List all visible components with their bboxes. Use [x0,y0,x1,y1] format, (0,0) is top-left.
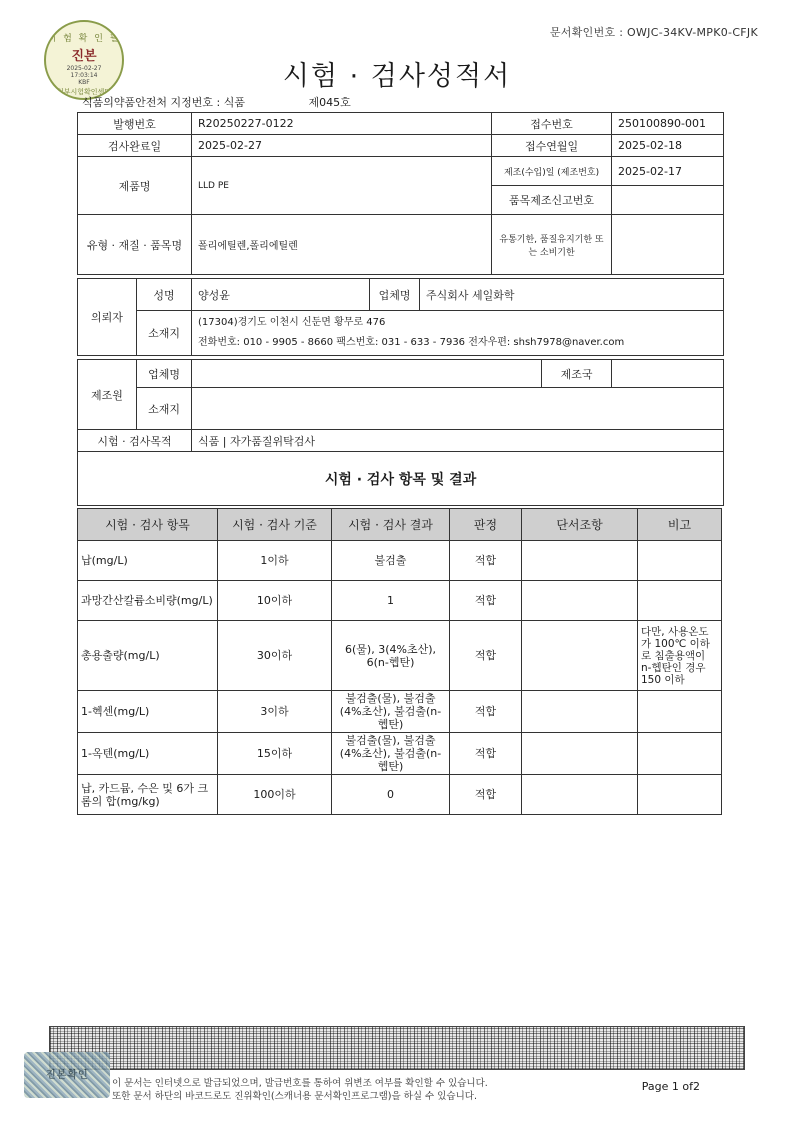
client-contact-value: 전화번호: 010 - 9905 - 8660 팩스번호: 031 - 633 - 7936 전자우편: shsh7978@naver.com [198,337,625,348]
issue-no-label: 발행번호 [78,113,192,135]
result-note [638,541,722,581]
info-table [77,112,724,506]
receipt-date-label: 접수연월일 [492,135,612,157]
results-header-item: 시험 · 검사 항목 [78,509,218,541]
results-header-note: 비고 [638,509,722,541]
result-clause [522,733,638,775]
hologram-seal [24,1052,110,1098]
seal-top-text: 시 험 확 인 필 [47,34,121,44]
result-item: 총용출량(mg/L) [78,621,218,691]
report-no-value [612,186,724,215]
result-judgment: 적합 [450,733,522,775]
result-value: 불검출 [332,541,450,581]
result-value: 불검출(물), 불검출(4%초산), 불검출(n-헵탄) [332,691,450,733]
result-note [638,691,722,733]
maker-country-value [612,360,724,388]
result-judgment: 적합 [450,541,522,581]
result-judgment: 적합 [450,775,522,815]
purpose-label: 시험 · 검사목적 [78,430,192,452]
results-section-title: 시험 · 검사 항목 및 결과 [78,452,724,506]
maker-address-label: 소재지 [137,388,192,430]
result-item: 과망간산칼륨소비량(mg/L) [78,581,218,621]
table-row [78,581,722,621]
hologram-text: 진본확인 [46,1070,89,1081]
result-value: 6(물), 3(4%초산), 6(n-헵탄) [332,621,450,691]
purpose-value: 식품 | 자가품질위탁검사 [192,430,724,452]
result-judgment: 적합 [450,691,522,733]
result-value: 1 [332,581,450,621]
receipt-no-value: 250100890-001 [612,113,724,135]
results-header-judgment: 판정 [450,509,522,541]
product-label: 제품명 [78,157,192,215]
receipt-date-value: 2025-02-18 [612,135,724,157]
result-clause [522,581,638,621]
complete-date-value: 2025-02-27 [192,135,492,157]
client-name-label: 성명 [137,279,192,311]
result-standard: 100이하 [218,775,332,815]
footer-notice-line-1: 이 문서는 인터넷으로 발급되었으며, 발급번호를 통하여 위변조 여부를 확인할 수 있습니다. [112,1078,488,1089]
result-item: 납, 카드뮴, 수은 및 6가 크롬의 합(mg/kg) [78,775,218,815]
result-item: 1-헥센(mg/L) [78,691,218,733]
seal-bottom-text: 청부시험확인센터 [56,88,112,96]
mfg-date-label: 제조(수입)일 (제조번호) [492,157,612,186]
result-note [638,775,722,815]
maker-label: 제조원 [78,360,137,430]
expiry-value [612,215,724,275]
designation-number: 제045호 [308,96,351,109]
table-row [78,775,722,815]
result-standard: 30이하 [218,621,332,691]
client-company-value: 주식회사 세일화학 [420,279,724,311]
table-row [78,691,722,733]
table-row [78,621,722,691]
client-address-label: 소재지 [137,311,192,356]
maker-address-value [192,388,724,430]
seal-time: 17:03:14 [70,72,98,79]
result-judgment: 적합 [450,621,522,691]
result-note [638,581,722,621]
expiry-label: 유통기한, 품질유지기한 또는 소비기한 [492,215,612,275]
receipt-no-label: 접수번호 [492,113,612,135]
document-confirm-number: 문서확인번호 : OWJC-34KV-MPK0-CFJK [549,26,758,39]
results-header-standard: 시험 · 검사 기준 [218,509,332,541]
result-judgment: 적합 [450,581,522,621]
type-value: 폴리에틸렌,폴리에틸렌 [192,215,492,275]
seal-main-text: 진본 [71,49,97,64]
complete-date-label: 검사완료일 [78,135,192,157]
result-standard: 15이하 [218,733,332,775]
seal-date: 2025-02-27 [66,65,102,72]
result-clause [522,775,638,815]
designation-label: 식품의약품안전처 지정번호 : 식품 [82,96,245,109]
page-number: Page 1 of2 [641,1080,700,1093]
designation-line [82,94,351,110]
result-value: 불검출(물), 불검출(4%초산), 불검출(n-헵탄) [332,733,450,775]
client-address-value: (17304)경기도 이천시 신둔면 황무로 476 [198,317,386,328]
result-note [638,733,722,775]
client-name-value: 양성윤 [192,279,370,311]
client-label: 의뢰자 [78,279,137,356]
result-item: 납(mg/L) [78,541,218,581]
maker-country-label: 제조국 [542,360,612,388]
table-row [78,733,722,775]
page-title: 시험 · 검사성적서 [282,61,512,92]
results-header-clause: 단서조항 [522,509,638,541]
maker-company-value [192,360,542,388]
result-clause [522,691,638,733]
report-no-label: 품목제조신고번호 [492,186,612,215]
client-company-label: 업체명 [370,279,420,311]
result-standard: 10이하 [218,581,332,621]
result-clause [522,541,638,581]
result-standard: 1이하 [218,541,332,581]
seal-id: KBF [78,79,90,86]
footer-notice-line-2: 또한 문서 하단의 바코드로도 진위확인(스캐너용 문서확인프로그램)을 하실 수 있습니다. [112,1091,477,1102]
result-note: 다만, 사용온도가 100℃ 이하로 침출용액이 n-헵탄인 경우 150 이하 [638,621,722,691]
results-table [77,508,722,815]
result-clause [522,621,638,691]
table-row [78,541,722,581]
product-value: LLD PE [192,157,492,215]
maker-company-label: 업체명 [137,360,192,388]
results-header-result: 시험 · 검사 결과 [332,509,450,541]
mfg-date-value: 2025-02-17 [612,157,724,186]
result-value: 0 [332,775,450,815]
result-item: 1-옥텐(mg/L) [78,733,218,775]
issue-no-value: R20250227-0122 [192,113,492,135]
type-label: 유형 · 재질 · 품목명 [78,215,192,275]
result-standard: 3이하 [218,691,332,733]
verification-barcode [49,1026,745,1070]
